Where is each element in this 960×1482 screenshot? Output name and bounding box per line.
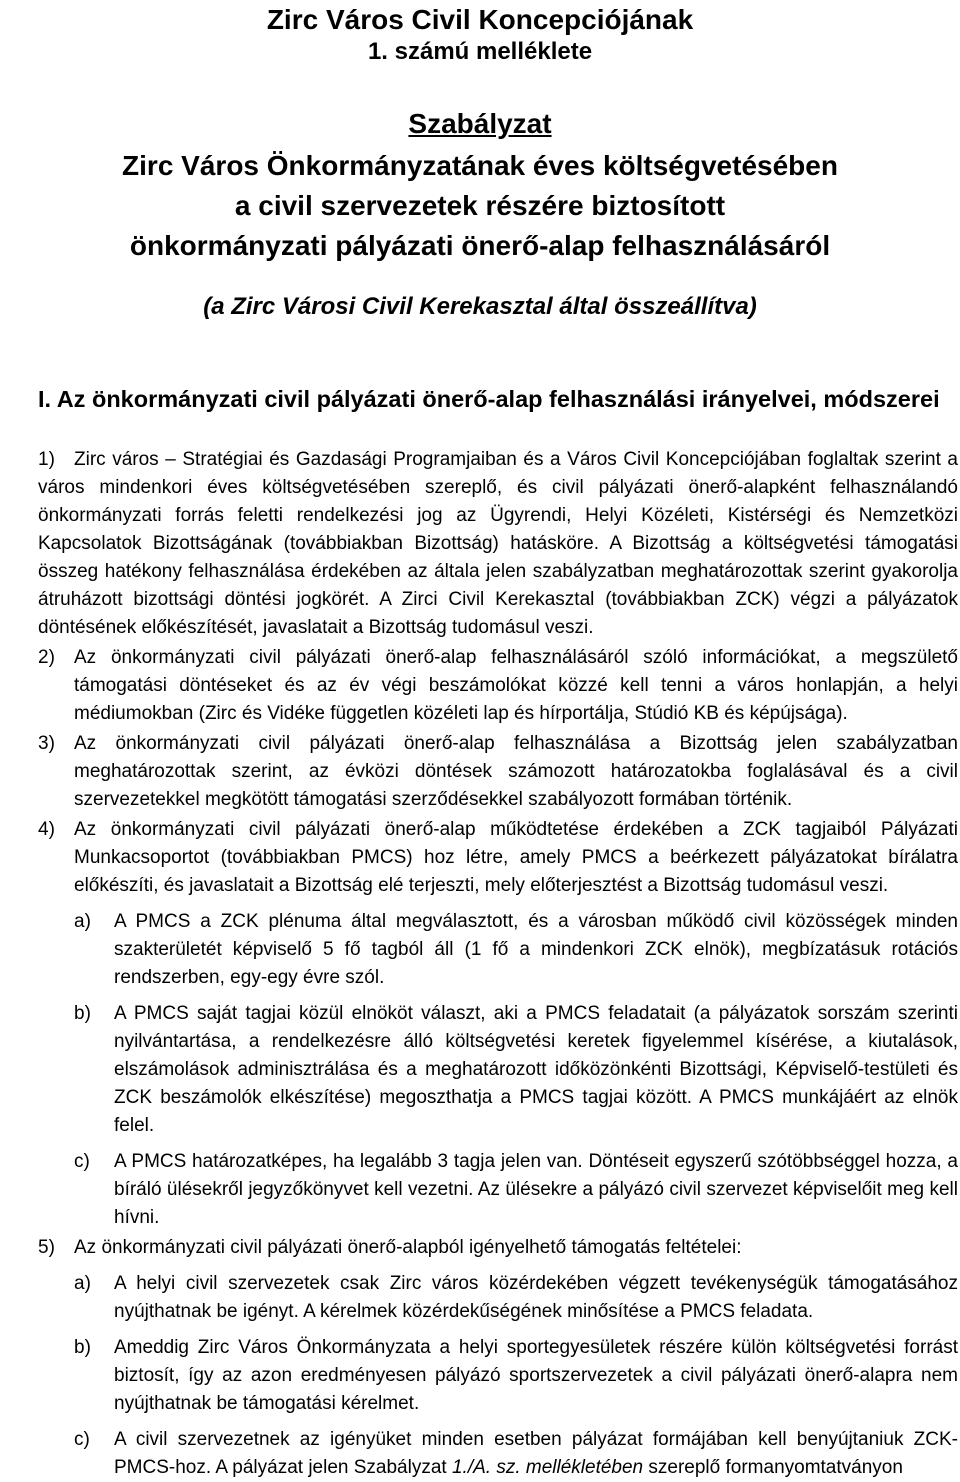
list-item (38, 446, 958, 642)
sub-item-text: A PMCS saját tagjai közül elnököt választ, aki a PMCS feladatait (a pályázatok sorszám szerinti nyilvántartása, a rendelkezésre álló költségvetési keretek figyelemmel kísérése, a kiutalások, elszámolások adminisztrálása és a meghatározott időközönkénti Bizottsági, Képviselő-testületi és ZCK beszámolók elkészítése) megoszthatja a PMCS tagjai között. A PMCS munkájáért az elnök felel. (114, 1003, 958, 1136)
sub-item-letter: c) (74, 1429, 90, 1450)
sub-item-text (114, 1426, 958, 1482)
item-text: Zirc város – Stratégiai és Gazdasági Programjaiban és a Város Civil Koncepciójában foglaltak szerint a város mindenkori éves költségvetésében szereplő, és civil pályázati önerő-alapként felhasználandó önkormányzati forrás feletti rendelkezési jog az Ügyrendi, Helyi Közéleti, Kistérségi és Nemzetközi Kapcsolatok Bizottságának (továbbiakban Bizottság) hatásköre. A Bizottság a költségvetési támogatási összeg hatékony felhasználása érdekében az általa jelen szabályzatban meghatározottak szerint gyakorolja átruházott bizottsági döntési jogkörét. A Zirci Civil Kerekasztal (továbbiakban ZCK) végzi a pályázatok döntésének előkészítését, javaslatait a Bizottság tudomásul veszi. (38, 449, 958, 638)
item-number: 5) (38, 1237, 55, 1258)
item-text: Az önkormányzati civil pályázati önerő-alapból igényelhető támogatás feltételei: (74, 1237, 742, 1258)
item-number: 2) (38, 647, 55, 668)
sub-item-text-part: A civil szervezetnek az igényüket minden esetben pályázat formájában kell benyújtaniuk ZCK-PMCS-hoz. A pályázat jelen Szabályzat (114, 1429, 958, 1478)
sub-list-item (38, 1334, 958, 1418)
item-text: Az önkormányzati civil pályázati önerő-alap működtetése érdekében a ZCK tagjaiból Pályázati Munkacsoportot (továbbiakban PMCS) hoz létre, amely PMCS a beérkezett pályázatokat bírálatra előkészíti, és javaslatait a Bizottság elé terjeszti, mely előterjesztést a Bizottság tudomásul veszi. (74, 819, 958, 896)
document-header-line1: Zirc Város Civil Koncepciójának (266, 4, 694, 35)
item-text: Az önkormányzati civil pályázati önerő-alap felhasználása a Bizottság jelen szabályzatban meghatározottak szerint, az évközi döntések számozott határozatokba foglalásával és a civil szervezetekkel megkötött támogatási szerződésekkel szabályozott formában történik. (74, 733, 958, 810)
section-heading: I. Az önkormányzati civil pályázati önerő-alap felhasználási irányelvei, módszerei (38, 386, 940, 412)
list-item (38, 1234, 958, 1262)
document-header-line2: 1. számú melléklete (367, 38, 593, 65)
item-number: 1) (38, 449, 55, 470)
sub-item-letter: c) (74, 1151, 90, 1172)
item-number: 4) (38, 819, 55, 840)
list-item (38, 644, 958, 728)
sub-list-item (38, 908, 958, 992)
rule-note: (a Zirc Városi Civil Kerekasztal által összeállítva) (203, 293, 757, 320)
sub-item-text-part: szereplő formanyomtatványon (643, 1457, 903, 1478)
sub-list-item (38, 1426, 958, 1482)
rule-subtitle-line: Zirc Város Önkormányzatának éves költségvetésében (122, 150, 838, 181)
section-body (38, 446, 958, 1482)
sub-item-letter: a) (74, 1273, 91, 1294)
list-item (38, 730, 958, 814)
list-item (38, 816, 958, 900)
sub-item-text: A PMCS határozatképes, ha legalább 3 tagja jelen van. Döntéseit egyszerű szótöbbséggel hozza, a bíráló ülésekről jegyzőkönyvet kell vezetni. Az ülésekre a pályázó civil szervezet képviselőit meg kell hívni. (114, 1151, 958, 1228)
item-number: 3) (38, 733, 55, 754)
rule-title: Szabályzat (408, 108, 552, 139)
sub-list-item (38, 1148, 958, 1232)
sub-item-letter: a) (74, 911, 91, 932)
sub-list-item (38, 1000, 958, 1140)
sub-item-letter: b) (74, 1003, 91, 1024)
sub-item-text: Ameddig Zirc Város Önkormányzata a helyi sportegyesületek részére külön költségvetési forrást biztosít, így az azon eredményesen pályázó sportszervezetek a civil pályázati önerő-alapra nem nyújthatnak be támogatási kérelmet. (114, 1337, 958, 1414)
rule-subtitle-line: a civil szervezetek részére biztosított (234, 190, 726, 221)
item-text: Az önkormányzati civil pályázati önerő-alap felhasználásáról szóló információkat, a megszülető támogatási döntéseket és az év végi beszámolókat közzé kell tenni a város honlapján, a helyi médiumokban (Zirc és Vidéke független közéleti lap és hírportálja, Stúdió KB és képújsága). (74, 647, 958, 724)
annex-reference: 1./A. sz. mellékletében (451, 1457, 644, 1478)
sub-item-text: A PMCS a ZCK plénuma által megválasztott, és a városban működő civil közösségek minden szakterületét képviselő 5 fő tagból áll (1 fő a mindenkori ZCK elnök), megbízatásuk rotációs rendszerben, egy-egy évre szól. (114, 911, 958, 988)
sub-item-text: A helyi civil szervezetek csak Zirc város közérdekében végzett tevékenységük támogatásához nyújthatnak be igényt. A kérelmek közérdekűségének minősítése a PMCS feladata. (114, 1273, 958, 1322)
sub-list-item (38, 1270, 958, 1326)
sub-item-letter: b) (74, 1337, 91, 1358)
rule-subtitle-line: önkormányzati pályázati önerő-alap felhasználásáról (129, 230, 831, 261)
rule-subtitle (0, 146, 960, 266)
